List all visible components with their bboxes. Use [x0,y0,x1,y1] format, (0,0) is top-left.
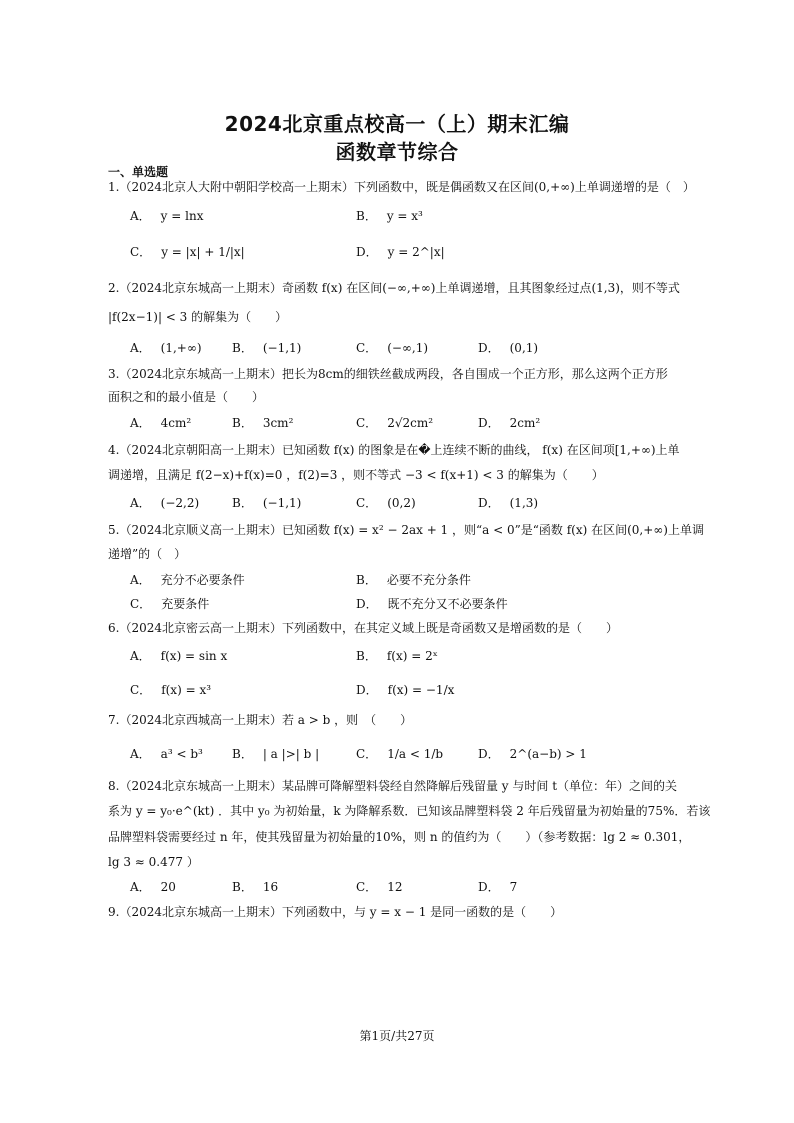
question-7-stem: 7.（2024北京西城高一上期末）若 a > b ，则 （ ） [108,713,413,727]
question-6-stem: 6.（2024北京密云高一上期末）下列函数中，在其定义域上既是奇函数又是增函数的是（ ） [108,621,618,635]
question-3-stem-line2: 面积之和的最小值是（ ） [108,390,265,404]
question-9-stem: 9.（2024北京东城高一上期末）下列函数中，与 y = x − 1 是同一函数的是（ ） [108,905,563,919]
q6-option-c[interactable]: C． f(x) = x³ [130,683,212,697]
section-heading: 一、单选题 [108,165,169,179]
q4-option-d[interactable]: D． (1,3) [478,496,539,510]
q8-option-c[interactable]: C． 12 [356,880,403,894]
q8-option-b[interactable]: B． 16 [232,880,279,894]
q4-option-c[interactable]: C． (0,2) [356,496,416,510]
q5-option-a[interactable]: A． 充分不必要条件 [130,573,245,587]
q1-option-d[interactable]: D． y = 2^|x| [356,245,445,259]
question-2-stem-line1: 2.（2024北京东城高一上期末）奇函数 f(x) 在区间(−∞,+∞)上单调递增，且其图象经过点(1,3)，则不等式 [108,281,680,295]
question-4-stem-line2: 调递增，且满足 f(2−x)+f(x)=0 ，f(2)=3 ，则不等式 −3 < f(x+1) < 3 的解集为（ ） [108,468,604,482]
question-5-stem-line1: 5.（2024北京顺义高一上期末）已知函数 f(x) = x² − 2ax + 1 ，则“a < 0”是“函数 f(x) 在区间(0,+∞)上单调 [108,523,704,537]
q4-option-a[interactable]: A． (−2,2) [130,496,200,510]
q6-option-b[interactable]: B． f(x) = 2ˣ [356,649,438,663]
q1-option-b[interactable]: B． y = x³ [356,209,423,223]
q7-option-b[interactable]: B． | a |>| b | [232,747,320,761]
q4-option-b[interactable]: B． (−1,1) [232,496,302,510]
q7-option-c[interactable]: C． 1/a < 1/b [356,747,444,761]
question-2-stem-line2: |f(2x−1)| < 3 的解集为（ ） [108,310,288,324]
q7-option-a[interactable]: A． a³ < b³ [130,747,203,761]
q1-option-c[interactable]: C． y = |x| + 1/|x| [130,245,245,259]
question-8-stem-line2: 系为 y = y₀·e^(kt) ．其中 y₀ 为初始量，k 为降解系数．已知该品牌塑料袋 2 年后残留量为初始量的75%．若该 [108,804,711,818]
q5-option-d[interactable]: D． 既不充分又不必要条件 [356,597,508,611]
q6-option-d[interactable]: D． f(x) = −1/x [356,683,455,697]
q3-option-c[interactable]: C． 2√2cm² [356,416,434,430]
q2-option-d[interactable]: D． (0,1) [478,341,539,355]
q3-option-a[interactable]: A． 4cm² [130,416,192,430]
question-5-stem-line2: 递增”的（ ） [108,547,187,561]
page-number-footer: 第1页/共27页 [359,1029,435,1043]
question-4-stem-line1: 4.（2024北京朝阳高一上期末）已知函数 f(x) 的图象是在�上连续不断的曲线， f(x) 在区间项[1,+∞)上单 [108,443,680,457]
q1-option-a[interactable]: A． y = lnx [130,209,204,223]
q5-option-b[interactable]: B． 必要不充分条件 [356,573,471,587]
q7-option-d[interactable]: D． 2^(a−b) > 1 [478,747,587,761]
q2-option-b[interactable]: B． (−1,1) [232,341,302,355]
q8-option-a[interactable]: A． 20 [130,880,176,894]
question-3-stem-line1: 3.（2024北京东城高一上期末）把长为8cm的细铁丝截成两段，各自围成一个正方形，那么这两个正方形 [108,367,668,381]
q8-option-d[interactable]: D． 7 [478,880,518,894]
question-8-stem-line3: 品牌塑料袋需要经过 n 年，使其残留量为初始量的10%，则 n 的值约为（ ）（参考数据：lg 2 ≈ 0.301， [108,830,691,844]
q3-option-d[interactable]: D． 2cm² [478,416,541,430]
document-title: 2024北京重点校高一（上）期末汇编 [224,112,570,136]
question-8-stem-line4: lg 3 ≈ 0.477 ） [108,855,199,869]
q5-option-c[interactable]: C． 充要条件 [130,597,210,611]
document-subtitle: 函数章节综合 [335,140,459,164]
q2-option-c[interactable]: C． (−∞,1) [356,341,429,355]
q6-option-a[interactable]: A． f(x) = sin x [130,649,228,663]
question-8-stem-line1: 8.（2024北京东城高一上期末）某品牌可降解塑料袋经自然降解后残留量 y 与时间 t（单位：年）之间的关 [108,779,678,793]
q2-option-a[interactable]: A． (1,+∞) [130,341,202,355]
question-1-stem: 1.（2024北京人大附中朝阳学校高一上期末）下列函数中，既是偶函数又在区间(0,+∞)上单调递增的是（ ） [108,180,695,194]
q3-option-b[interactable]: B． 3cm² [232,416,294,430]
